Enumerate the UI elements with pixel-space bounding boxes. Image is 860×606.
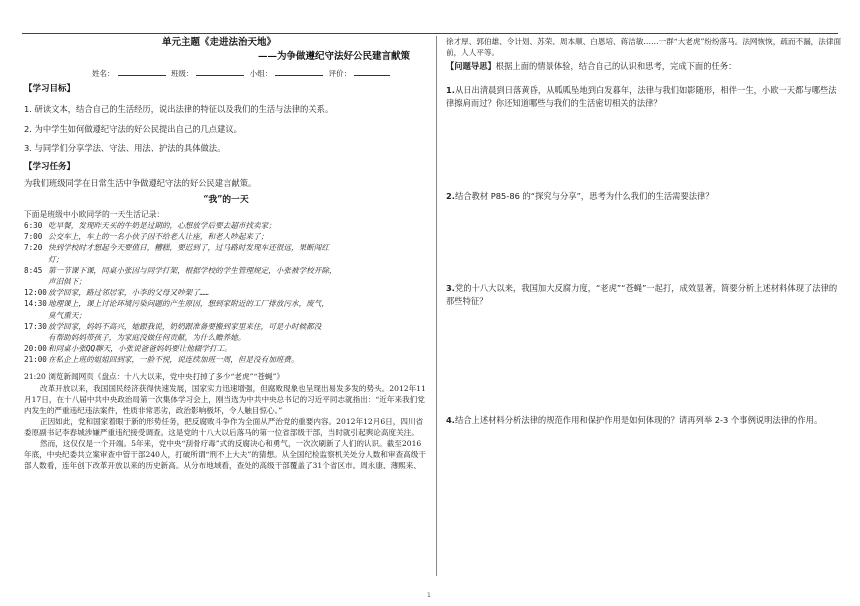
question-number: 4. [446,415,455,425]
questions-intro: 根据上面的情景体验，结合自己的认识和思考，完成下面的任务： [495,61,737,71]
question-number: 3. [446,283,455,293]
entry-text: 声泪俱下； [48,277,86,287]
question-text: 结合教材 P85-86 的“探究与分享”，思考为什么我们的生活需要法律？ [454,191,714,201]
day-entry [24,265,428,276]
entry-text: 地理课上，课上讨论环境污染问题的产生原因，想到家附近的工厂排放污水，废气， [48,299,329,309]
entry-time: 21:00 [24,355,47,365]
day-entry [24,321,428,332]
class-blank[interactable] [196,68,244,76]
entry-time: 14:30 [24,299,47,309]
goals-heading: 【学习目标】 [24,84,76,94]
day-entry [24,220,428,231]
day-entry [24,343,428,354]
day-entry [24,254,428,265]
question-text: 党的十八大以来，我国加大反腐力度，“老虎”“苍蝇”一起打，成效显著，简要分析上述材料体现了法律的那些特征？ [446,283,838,306]
group-label: 小组： [249,69,273,78]
day-entry [24,287,428,298]
entry-text: 放学回家，路过邻居家，小李的父母又吵架了…… [48,288,210,298]
questions-heading: 【问题导思】 [446,61,496,71]
left-column [24,36,428,471]
news-paragraph: 正因如此，党和国家着眼于新的形势任务，把反腐败斗争作为全面从严治党的重要内容。2012年12月6日，四川省委原副书记李春城涉嫌严重违纪接受调查。这是党的十八大以后落马的第一位省部级干部，当时就引起舆论高度关注。 [24,416,424,437]
entry-text: 在私企上班的姐姐回到家，一脸不悦，说连续加班一周，但是没有加班费。 [48,355,299,365]
unit-title: 单元主题《走进法治天地》 [162,37,277,48]
entry-time [24,332,48,343]
question-number: 1. [446,85,455,95]
entry-time: 17:30 [24,321,47,331]
right-column [446,36,844,425]
question-2 [446,190,844,203]
question-text: 从日出清晨到日落黄昏，从呱呱坠地到白发暮年，法律与我们如影随形，相伴一生，小欧一天都与哪些法律擦肩而过？你还知道哪些与我们的生活密切相关的法律？ [446,85,837,108]
entry-time: 7:00 [24,232,43,242]
question-text: 结合上述材料分析法律的规范作用和保护作用是如何体现的？请再列举 2-3 个事例说明法律的作用。 [454,415,823,425]
day-intro: 下面是班级中小欧同学的一天生活记录： [24,210,165,219]
entry-time: 7:20 [24,243,43,253]
questions-intro-line [446,60,844,73]
unit-subtitle: ——为争做遵纪守法好公民建言献策 [257,51,410,62]
name-label: 姓名： [92,69,115,78]
goal-item: 3. 与同学们分享学法、守法、用法、护法的具体做法。 [24,143,226,153]
goal-item: 1. 研读文本，结合自己的生活经历，说出法律的特征以及我们的生活与法律的关系。 [24,104,334,114]
news-continuation: 徐才厚、郭伯雄、令计划、苏荣、周本顺、白恩培、蒋洁敏……一群“大老虎”纷纷落马。法网恢恢，疏而不漏，法律面前，人人平等。 [446,37,842,57]
news-paragraph: 改革开放以来，我国国民经济获得快速发展，国家实力迅速增强，但腐败现象也呈现出易发多发的势头。2012年11月17日，在十八届中共中央政治局第一次集体学习会上，刚当选为中共中央总书记的习近平同志就指出：“近年来我们党内发生的严重违纪违法案件，性质非常恶劣，政治影响极坏，令人触目惊心。” [24,383,426,415]
class-label: 班级： [170,69,194,78]
day-entry [24,298,428,309]
entry-time [24,310,48,321]
day-entry [24,332,428,343]
entry-time: 8:45 [24,265,43,275]
name-blank[interactable] [118,68,166,76]
day-entry [24,276,428,287]
day-entry [24,354,428,365]
entry-text: 吃早餐，发现昨天买的牛奶是过期的，心想放学后要去超市找卖家； [48,221,276,230]
news-paragraph: 然而，这仅仅是一个开端。5年来，党中央“刮骨疗毒”式的反腐决心和勇气，一次次刷新了人们的认识。截至2016年底，中央纪委共立案审查中管干部240人，打破所谓“刑不上大夫”的猜想。从全国纪检监察机关处分人数和审查高级干部人数看，连年创下改革开放以来的历史新高。从分布地域看，查处的高级干部覆盖了31个省区市。周永康、薄熙来、 [24,438,426,470]
eval-label: 评价： [328,69,352,78]
top-rule [22,33,838,34]
entry-text: 灯； [48,254,64,264]
entry-time: 12:00 [24,288,47,298]
entry-time: 6:30 [24,221,43,230]
entry-text: 和同桌小张QQ聊天，小张说爸爸妈妈要让他辍学打工。 [48,344,232,354]
day-entry [24,242,428,253]
question-1 [446,84,844,109]
entry-text: 臭气熏天； [48,310,86,320]
day-entry [24,231,428,242]
day-entries [24,220,428,366]
entry-text: 放学回家，妈妈不高兴，她跟我说，奶奶跟准备要搬到家里来住，可是小时候都没 [48,321,322,331]
entry-text: 有帮助妈妈带孩子，为家庭没做任何贡献，为什么赡养她。 [48,333,246,343]
column-divider [436,36,437,576]
day-title: “我”的一天 [203,195,249,205]
page-number: 1 [427,592,431,599]
news-block [24,371,428,471]
task-text: 为我们班级同学在日常生活中争做遵纪守法的好公民建言献策。 [24,177,257,188]
entry-time [24,276,48,287]
task-heading: 【学习任务】 [24,161,76,172]
entry-text: 快到学校时才想起今天要值日，糟糕，要迟到了，过马路时发现车还很远，果断闯红 [48,243,329,253]
entry-text: 公交车上，车上的一名小伙子因不给老人让座，和老人吵起来了； [48,232,269,242]
entry-text: 第一节课下课，同桌小张因与同学打架，根据学校的学生管理规定，小张被学校开除， [48,265,337,275]
question-4 [446,414,844,427]
question-3 [446,282,844,307]
entry-time [24,254,48,265]
goal-item: 2. 为中学生如何做遵纪守法的好公民提出自己的几点建议。 [24,123,242,134]
student-info-line [92,68,428,80]
day-entry [24,310,428,321]
group-blank[interactable] [275,68,323,76]
news-headline: 21:20 浏览新闻网页《盘点：十八大以来，党中央打掉了多少“老虎”“苍蝇”》 [24,371,285,381]
question-number: 2. [446,191,455,201]
eval-blank[interactable] [354,68,390,76]
entry-time: 20:00 [24,344,47,354]
